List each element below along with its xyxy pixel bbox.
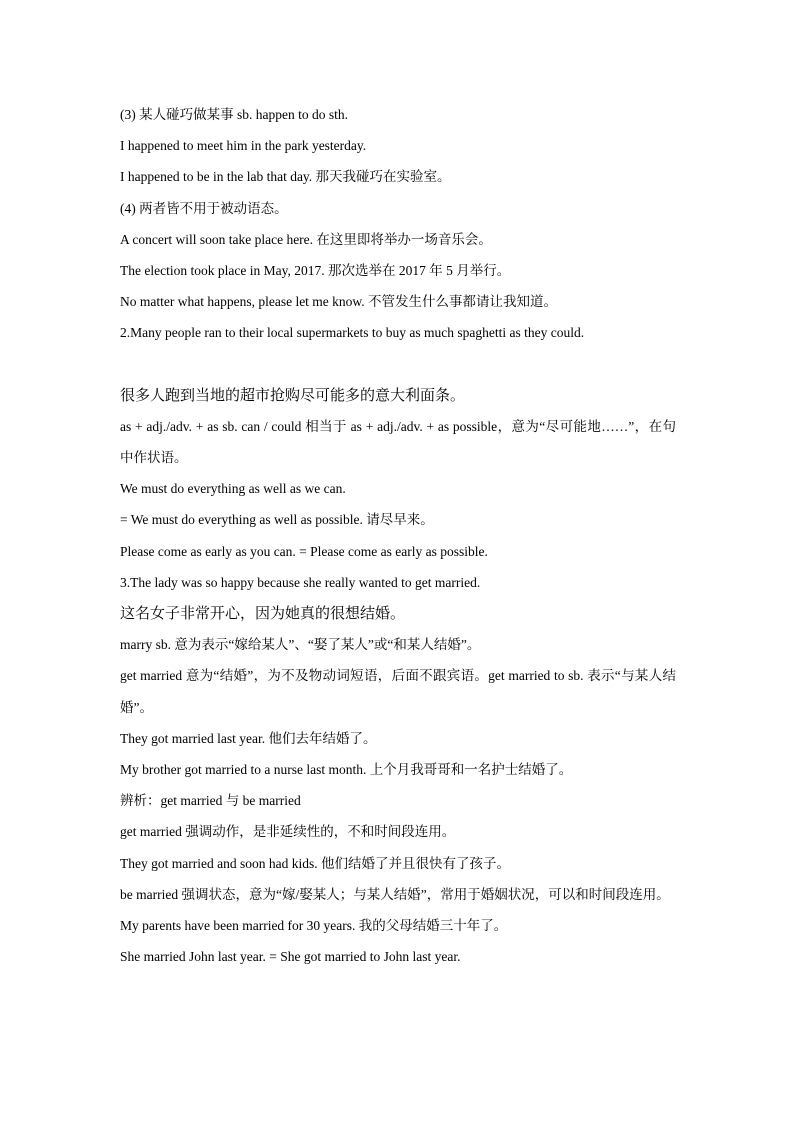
text-line-6: The election took place in May, 2017. 那次选举在 2017 年 5 月举行。	[120, 263, 511, 279]
text-line-20: 辨析：get married 与 be married	[120, 793, 301, 809]
text-line-3: I happened to be in the lab that day. 那天我碰巧在实验室。	[120, 169, 451, 185]
text-line-10: as + adj./adv. + as sb. can / could 相当于 as + adj./adv. + as possible，意为“尽可能地……”，在句中作状语。	[120, 418, 676, 466]
text-line-23: be married 强调状态，意为“嫁/娶某人；与某人结婚”，常用于婚姻状况，可以和时间段连用。	[120, 886, 670, 902]
document-body	[120, 99, 676, 972]
text-line-1: (3) 某人碰巧做某事 sb. happen to do sth.	[120, 107, 348, 122]
text-line-4: (4) 两者皆不用于被动语态。	[120, 200, 288, 216]
text-line-19: My brother got married to a nurse last month. 上个月我哥哥和一名护士结婚了。	[120, 762, 573, 778]
text-line-11: We must do everything as well as we can.	[120, 481, 346, 497]
text-line-13: Please come as early as you can. = Please come as early as possible.	[120, 543, 488, 559]
blank-line	[120, 349, 676, 380]
text-line-25: She married John last year. = She got married to John last year.	[120, 949, 461, 965]
text-line-24: My parents have been married for 30 years. 我的父母结婚三十年了。	[120, 918, 508, 934]
text-line-21: get married 强调动作，是非延续性的，不和时间段连用。	[120, 824, 456, 840]
text-line-12: = We must do everything as well as possible. 请尽早来。	[120, 512, 434, 528]
text-line-22: They got married and soon had kids. 他们结婚了并且很快有了孩子。	[120, 855, 510, 871]
text-line-2: I happened to meet him in the park yesterday.	[120, 138, 367, 154]
text-line-8: 2.Many people ran to their local supermarkets to buy as much spaghetti as they could.	[120, 325, 585, 341]
text-line-14: 3.The lady was so happy because she really wanted to get married.	[120, 574, 481, 590]
text-line-9: 很多人跑到当地的超市抢购尽可能多的意大利面条。	[120, 385, 466, 404]
text-line-16: marry sb. 意为表示“嫁给某人”、“娶了某人”或“和某人结婚”。	[120, 637, 481, 653]
text-line-18: They got married last year. 他们去年结婚了。	[120, 730, 377, 746]
text-line-15: 这名女子非常开心，因为她真的很想结婚。	[120, 604, 406, 623]
text-line-7: No matter what happens, please let me know. 不管发生什么事都请让我知道。	[120, 294, 558, 310]
text-line-17: get married 意为“结婚”，为不及物动词短语，后面不跟宾语。get married to sb. 表示“与某人结婚”。	[120, 668, 676, 715]
text-line-5: A concert will soon take place here. 在这里即将举办一场音乐会。	[120, 231, 492, 247]
